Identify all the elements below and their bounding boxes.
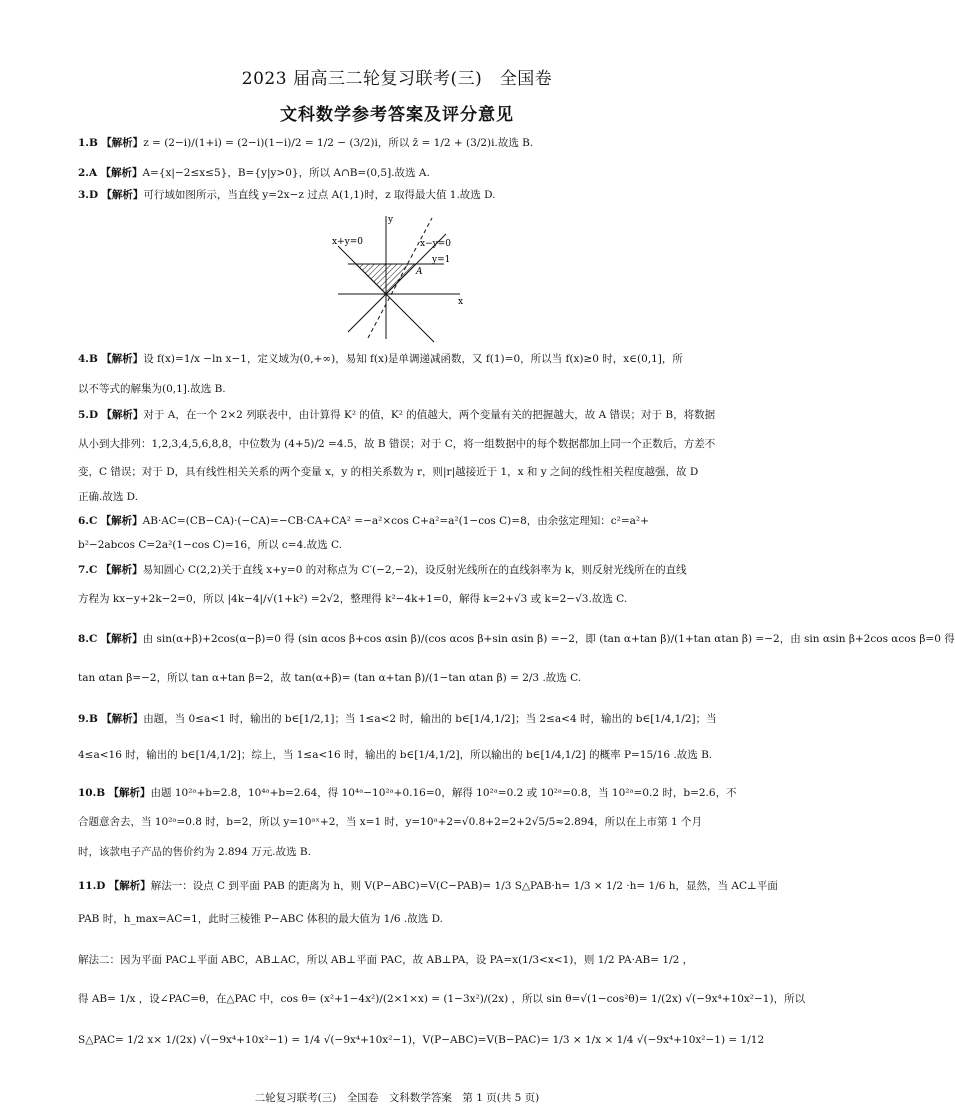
answer-6-cont: b²−2abcos C=2a²(1−cos C)=16，所以 c=4.故选 C. <box>78 539 342 551</box>
answer-8: 8.C 【解析】由 sin(α+β)+2cos(α−β)=0 得 (sin αcos β+cos αsin β)/(cos αcos β+sin αsin β) =−2，即 (tan α+tan β)/(1+tan αtan β) =−2，由 sin αsin β+2cos αcos β=0 得 <box>78 633 955 645</box>
label-y-1: y=1 <box>432 255 451 265</box>
answer-5-cont2: 变，C 错误；对于 D，具有线性相关关系的两个变量 x，y 的相关系数为 r，则|r|越接近于 1，x 和 y 之间的线性相关程度越强，故 D <box>78 466 699 478</box>
label-point-a: A <box>416 267 423 277</box>
answer-7-cont: 方程为 kx−y+2k−2=0，所以 |4k−4|/√(1+k²) =2√2，整理得 k²−4k+1=0，解得 k=2+√3 或 k=2−√3.故选 C. <box>78 593 628 605</box>
page-footer: 二轮复习联考(三) 全国卷 文科数学答案 第 1 页(共 5 页) <box>254 1092 540 1104</box>
answer-4-cont: 以不等式的解集为(0,1].故选 B. <box>78 383 226 395</box>
answer-3: 3.D 【解析】可行域如图所示，当直线 y=2x−z 过点 A(1,1)时，z 取得最大值 1.故选 D. <box>78 189 496 201</box>
answer-10-cont2: 时，该款电子产品的售价约为 2.894 万元.故选 B. <box>78 846 311 858</box>
answer-5: 5.D 【解析】对于 A，在一个 2×2 列联表中，由计算得 K² 的值，K² 的值越大，两个变量有关的把握越大，故 A 错误；对于 B，将数据 <box>78 409 716 421</box>
answer-1: 1.B 【解析】z = (2−i)/(1+i) = (2−i)(1−i)/2 = 1/2 − (3/2)i，所以 z̄ = 1/2 + (3/2)i.故选 B. <box>78 137 534 149</box>
answer-9-cont: 4≤a<16 时，输出的 b∈[1/4,1/2]；综上，当 1≤a<16 时，输出的 b∈[1/4,1/2]，所以输出的 b∈[1/4,1/2] 的概率 P=15/16 .故选 B. <box>78 749 713 761</box>
answer-5-cont1: 从小到大排列：1,2,3,4,5,6,8,8，中位数为 (4+5)/2 =4.5，故 B 错误；对于 C，将一组数据中的每个数据都加上同一个正数后，方差不 <box>78 438 716 450</box>
x-axis-label: x <box>458 297 464 307</box>
feasible-region-figure <box>328 214 468 344</box>
answer-4: 4.B 【解析】设 f(x)=1/x −ln x−1，定义域为(0,+∞)，易知 f(x)是单调递减函数，又 f(1)=0，所以当 f(x)≥0 时，x∈(0,1]，所 <box>78 353 683 365</box>
answer-11-cont2: 解法二：因为平面 PAC⊥平面 ABC，AB⊥AC，所以 AB⊥平面 PAC，故 AB⊥PA，设 PA=x(1/3<x<1)，则 1/2 PA·AB= 1/2 ， <box>78 954 694 966</box>
answer-6: 6.C 【解析】AB·AC=(CB−CA)·(−CA)=−CB·CA+CA² =−a²×cos C+a²=a²(1−cos C)=8，由余弦定理知：c²=a²+ <box>78 515 649 527</box>
answer-11-cont3: 得 AB= 1/x ，设∠PAC=θ，在△PAC 中，cos θ= (x²+1−4x²)/(2×1×x) = (1−3x²)/(2x) ，所以 sin θ=√(1−cos²θ)= 1/(2x) √(−9x⁴+10x²−1)，所以 <box>78 993 806 1005</box>
answer-10-cont1: 合题意舍去，当 10²ᵃ=0.8 时，b=2，所以 y=10ᵃˣ+2，当 x=1 时，y=10ᵃ+2=√0.8+2=2+2√5/5≈2.894，所以在上市第 1 个月 <box>78 816 703 828</box>
answer-7: 7.C 【解析】易知圆心 C(2,2)关于直线 x+y=0 的对称点为 C′(−2,−2)，设反射光线所在的直线斜率为 k，则反射光线所在的直线 <box>78 564 687 576</box>
answer-5-cont3: 正确.故选 D. <box>78 491 139 503</box>
answer-11: 11.D 【解析】解法一：设点 C 到平面 PAB 的距离为 h，则 V(P−ABC)=V(C−PAB)= 1/3 S△PAB·h= 1/3 × 1/2 ·h= 1/6 h，显然，当 AC⊥平面 <box>78 880 778 892</box>
feasible-region <box>356 264 416 294</box>
page-subtitle: 文科数学参考答案及评分意见 <box>280 105 514 125</box>
label-x-minus-y: x−y=0 <box>420 239 451 249</box>
answer-11-cont4: S△PAC= 1/2 x× 1/(2x) √(−9x⁴+10x²−1) = 1/4 √(−9x⁴+10x²−1)，V(P−ABC)=V(B−PAC)= 1/3 × 1/x × 1/4 √(−9x⁴+10x²−1) = 1/12 <box>78 1034 765 1046</box>
y-axis-label: y <box>388 215 394 225</box>
answer-2: 2.A 【解析】A={x|−2≤x≤5}，B={y|y>0}，所以 A∩B=(0,5].故选 A. <box>78 167 430 179</box>
label-x-plus-y: x+y=0 <box>332 237 363 247</box>
answer-11-cont1: PAB 时，h_max=AC=1，此时三棱锥 P−ABC 体积的最大值为 1/6 .故选 D. <box>78 913 443 925</box>
answer-10: 10.B 【解析】由题 10²ᵃ+b=2.8，10⁴ᵃ+b=2.64，得 10⁴ᵃ−10²ᵃ+0.16=0，解得 10²ᵃ=0.2 或 10²ᵃ=0.8，当 10²ᵃ=0.2 时，b=2.6，不 <box>78 787 737 799</box>
answer-9: 9.B 【解析】由题，当 0≤a<1 时，输出的 b∈[1/2,1]；当 1≤a<2 时，输出的 b∈[1/4,1/2]；当 2≤a<4 时，输出的 b∈[1/4,1/2]；当 <box>78 713 717 725</box>
answer-8-cont: tan αtan β=−2，所以 tan α+tan β=2，故 tan(α+β)= (tan α+tan β)/(1−tan αtan β) = 2/3 .故选 C. <box>78 672 582 684</box>
page-title: 2023 届高三二轮复习联考(三) 全国卷 <box>241 69 553 89</box>
